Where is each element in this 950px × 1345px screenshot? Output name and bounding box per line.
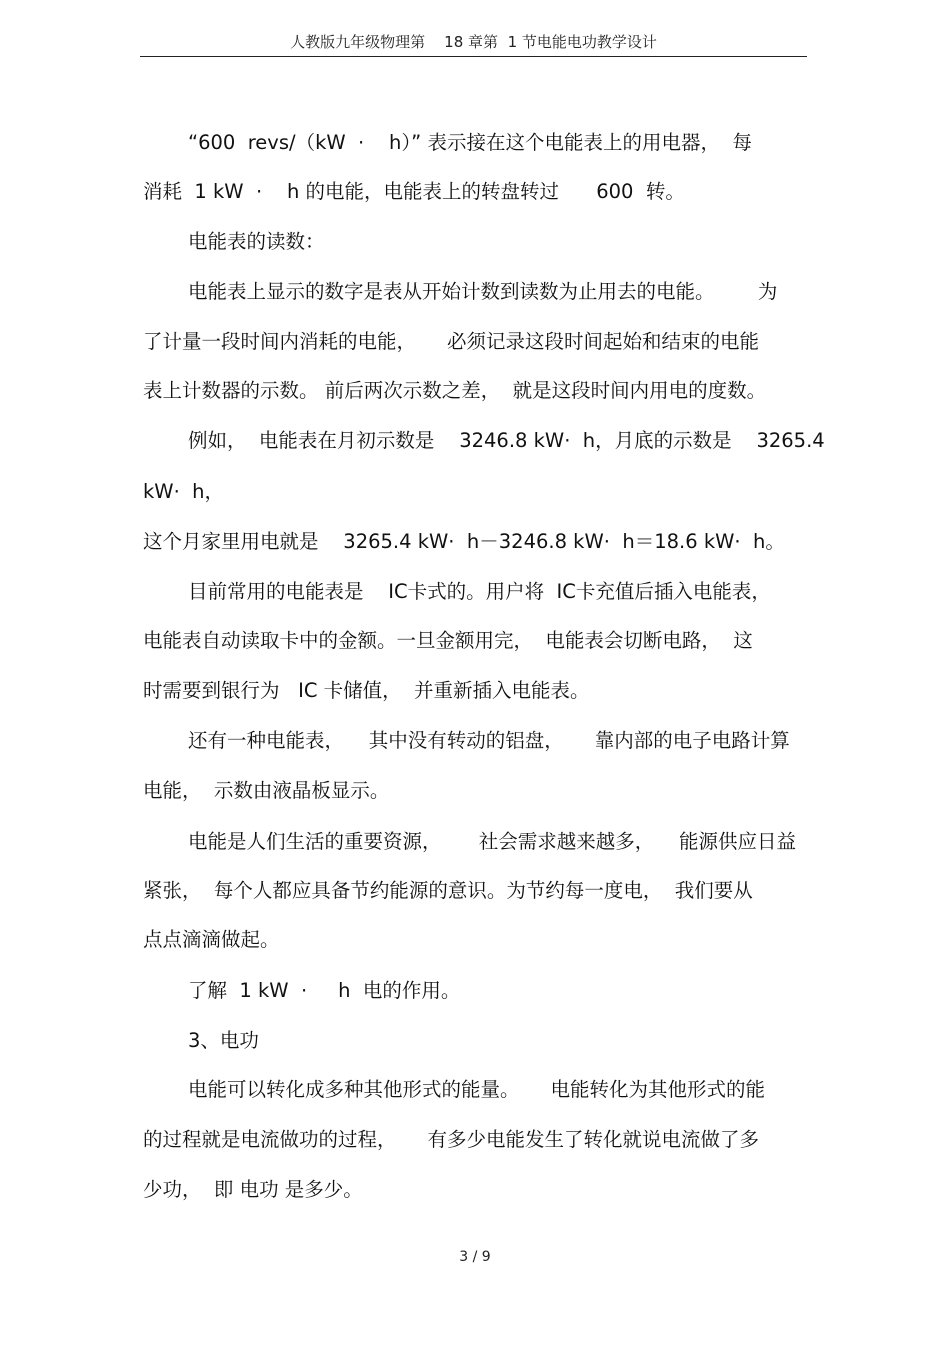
text-line: 电能是人们生活的重要资源， 社会需求越来越多， 能源供应日益 [188, 830, 796, 853]
text-line: 的过程就是电流做功的过程， 有多少电能发生了转化就说电流做了多 [143, 1128, 759, 1151]
page-number: 3 / 9 [459, 1249, 491, 1265]
section-heading: 3、电功 [188, 1029, 259, 1052]
text-line: 电能表的读数： [188, 230, 325, 253]
text-line: “600 revs/（kW · h）” 表示接在这个电能表上的用电器， 每 [188, 131, 752, 154]
text-line: 电能表上显示的数字是表从开始计数到读数为止用去的电能。 为 [188, 280, 778, 303]
text-line: 电能可以转化成多种其他形式的能量。 电能转化为其他形式的能 [188, 1078, 765, 1101]
text-line: 电能， 示数由液晶板显示。 [143, 779, 390, 802]
text-line: 这个月家里用电就是 3265.4 kW· h－3246.8 kW· h＝18.6 kW· h。 [143, 530, 785, 553]
text-line: 电能表自动读取卡中的金额。一旦金额用完， 电能表会切断电路， 这 [143, 629, 753, 652]
text-line: 消耗 1 kW · h 的电能，电能表上的转盘转过 600 转。 [143, 180, 685, 203]
text-line: 例如， 电能表在月初示数是 3246.8 kW· h，月底的示数是 3265.4 [188, 429, 825, 452]
text-line: 了解 1 kW · h 电的作用。 [188, 979, 461, 1002]
text-line: 目前常用的电能表是 IC卡式的。用户将 IC卡充值后插入电能表， [188, 580, 771, 603]
text-line: 了计量一段时间内消耗的电能， 必须记录这段时间起始和结束的电能 [143, 330, 759, 353]
text-line: 紧张， 每个人都应具备节约能源的意识。为节约每一度电， 我们要从 [143, 879, 753, 902]
page-header: 人教版九年级物理第 18 章第 1 节电能电功教学设计 [140, 30, 807, 57]
text-line: 还有一种电能表， 其中没有转动的铝盘， 靠内部的电子电路计算 [188, 729, 790, 752]
text-line: kW· h， [143, 480, 225, 503]
text-line: 点点滴滴做起。 [143, 928, 280, 951]
text-line: 时需要到银行为 IC 卡储值， 并重新插入电能表。 [143, 679, 590, 702]
text-line: 少功， 即 电功 是多少。 [143, 1178, 363, 1201]
text-line: 表上计数器的示数。 前后两次示数之差， 就是这段时间内用电的度数。 [143, 379, 767, 402]
